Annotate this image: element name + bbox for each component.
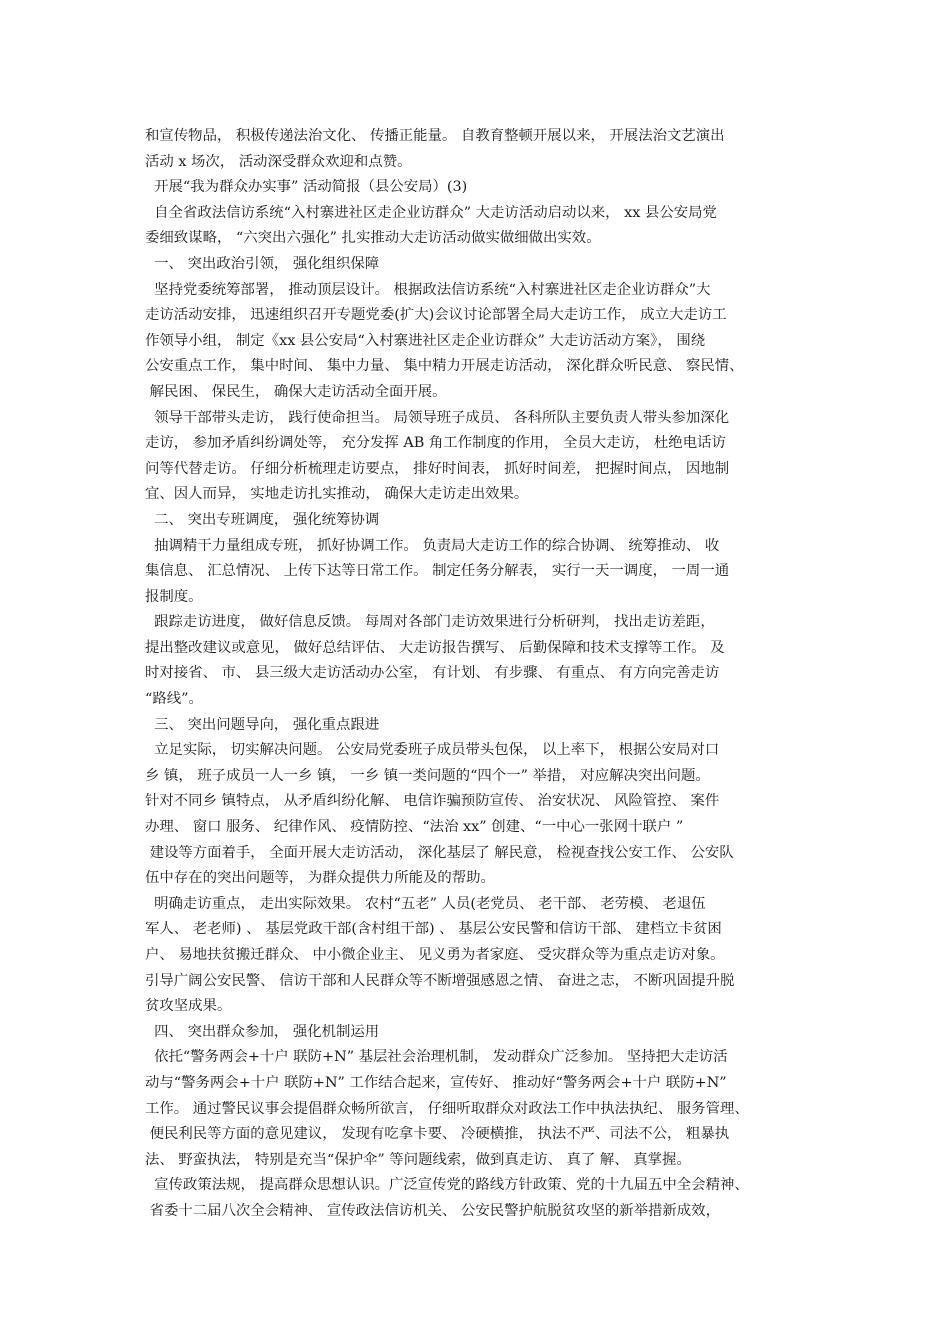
text-line: 法、 野蛮执法， 特别是充当“保护伞” 等问题线索，做到真走访、 真了 解、 真掌握。: [145, 1151, 691, 1168]
text-line: 集信息、 汇总情况、 上传下达等日常工作。 制定任务分解表， 实行一天一调度， 一周一通: [145, 563, 730, 580]
document-body: [145, 124, 815, 1225]
text-line: 解民困、 保民生， 确保大走访活动全面开展。: [145, 383, 447, 400]
text-line: 便民利民等方面的意见建议， 发现有吃拿卡要、 冷硬横推， 执法不严、司法不公， 粗暴执: [145, 1126, 730, 1143]
text-line: 报制度。: [145, 588, 203, 605]
text-line: 引导广阔公安民警、 信访干部和人民群众等不断增强感恩之情、 奋进之志， 不断巩固提升脱: [145, 972, 735, 989]
section-heading: 二、 突出专班调度， 强化统筹协调: [145, 511, 380, 528]
text-line: 时对接省、 市、 县三级大走访活动办公室， 有计划、 有步骤、 有重点、 有方向完善走访: [145, 665, 720, 682]
text-line: 依托“警务两会+十户 联防+N” 基层社会治理机制， 发动群众广泛参加。 坚持把大走访活: [145, 1049, 728, 1066]
text-line: 伍中存在的突出问题等， 为群众提供力所能及的帮助。: [145, 870, 495, 887]
text-line: 立足实际， 切实解决问题。 公安局党委班子成员带头包保， 以上率下， 根据公安局对口: [145, 742, 720, 759]
document-heading: 开展“我为群众办实事” 活动简报（县公安局）(3): [145, 179, 468, 196]
text-line: 自全省政法信访系统“入村寨进社区走企业访群众” 大走访活动启动以来， xx 县公安局党: [145, 204, 717, 221]
text-line: 工作。 通过警民议事会提倡群众畅所欲言， 仔细听取群众对政法工作中执法执纪、 服务管理、: [145, 1100, 749, 1117]
text-line: 委细致谋略， “六突出六强化” 扎实推动大走访活动做实做细做出实效。: [145, 230, 601, 247]
text-line: 明确走访重点， 走出实际效果。 农村“五老” 人员(老党员、 老干部、 老劳模、 老退伍: [145, 895, 706, 912]
section-heading: 三、 突出问题导向， 强化重点跟进: [145, 716, 380, 733]
section-heading: 一、 突出政治引领， 强化组织保障: [145, 255, 380, 272]
text-line: 军人、 老老师) 、 基层党政干部(含村组干部) 、 基层公安民警和信访干部、 建档立卡贫困: [145, 921, 722, 938]
text-line: 公安重点工作， 集中时间、 集中力量、 集中精力开展走访活动， 深化群众听民意、 察民情、: [145, 358, 744, 375]
section-heading: 四、 突出群众参加， 强化机制运用: [145, 1023, 380, 1040]
text-line: 贫攻坚成果。: [145, 998, 232, 1015]
text-line: 提出整改建议或意见， 做好总结评估、 大走访报告撰写、 后勤保障和技术支撑等工作。 及: [145, 639, 725, 656]
text-line: 乡 镇， 班子成员一人一乡 镇， 一乡 镇一类问题的“四个一” 举措， 对应解决突出问题。: [145, 767, 710, 784]
text-line: 办理、 窗口 服务、 纪律作风、 疫情防控、“法治 xx” 创建、“一中心一张网十联户 ”: [145, 819, 684, 836]
text-line: 宜、因人而异， 实地走访扎实推动， 确保大走访走出效果。: [145, 486, 529, 503]
text-line: 作领导小组， 制定《xx 县公安局“入村寨进社区走企业访群众” 大走访活动方案》， 围绕: [145, 332, 706, 349]
text-line: 领导干部带头走访， 践行使命担当。 局领导班子成员、 各科所队主要负责人带头参加深化: [145, 409, 730, 426]
text-line: 省委十二届八次全会精神、 宣传政法信访机关、 公安民警护航脱贫攻坚的新举措新成效，: [145, 1202, 720, 1219]
text-line: 走访活动安排， 迅速组织召开专题党委(扩大)会议讨论部署全局大走访工作， 成立大走访工: [145, 307, 727, 324]
text-line: 针对不同乡 镇特点， 从矛盾纠纷化解、 电信诈骗预防宣传、 治安状况、 风险管控、 案件: [145, 793, 720, 810]
text-line: 和宣传物品， 积极传递法治文化、 传播正能量。 自教育整顿开展以来， 开展法治文艺演出: [145, 128, 725, 144]
text-line: 建设等方面着手， 全面开展大走访活动， 深化基层了 解民意， 检视查找公安工作、 公安队: [145, 844, 734, 861]
text-line: 活动 x 场次， 活动深受群众欢迎和点赞。: [145, 153, 412, 170]
text-line: 宣传政策法规， 提高群众思想认识。广泛宣传党的路线方针政策、党的十九届五中全会精神、: [145, 1177, 749, 1194]
text-line: 跟踪走访进度， 做好信息反馈。 每周对各部门走访效果进行分析研判， 找出走访差距，: [145, 614, 715, 631]
text-line: 动与“警务两会+十户 联防+N” 工作结合起来，宣传好、 推动好“警务两会+十户 联防+N”: [145, 1074, 727, 1091]
text-line: 抽调精干力量组成专班， 抓好协调工作。 负责局大走访工作的综合协调、 统筹推动、 收: [145, 537, 720, 554]
text-line: “路线”。: [145, 691, 203, 708]
text-line: 问等代替走访。 仔细分析梳理走访要点， 排好时间表， 抓好时间差， 把握时间点， 因地制: [145, 460, 730, 477]
text-line: 走访， 参加矛盾纠纷调处等， 充分发挥 AB 角工作制度的作用， 全员大走访， 杜绝电话访: [145, 435, 726, 452]
text-line: 坚持党委统筹部署， 推动顶层设计。 根据政法信访系统“入村寨进社区走企业访群众”大: [145, 281, 711, 298]
text-line: 户、 易地扶贫搬迁群众、 中小微企业主、 见义勇为者家庭、 受灾群众等为重点走访对象。: [145, 947, 725, 963]
